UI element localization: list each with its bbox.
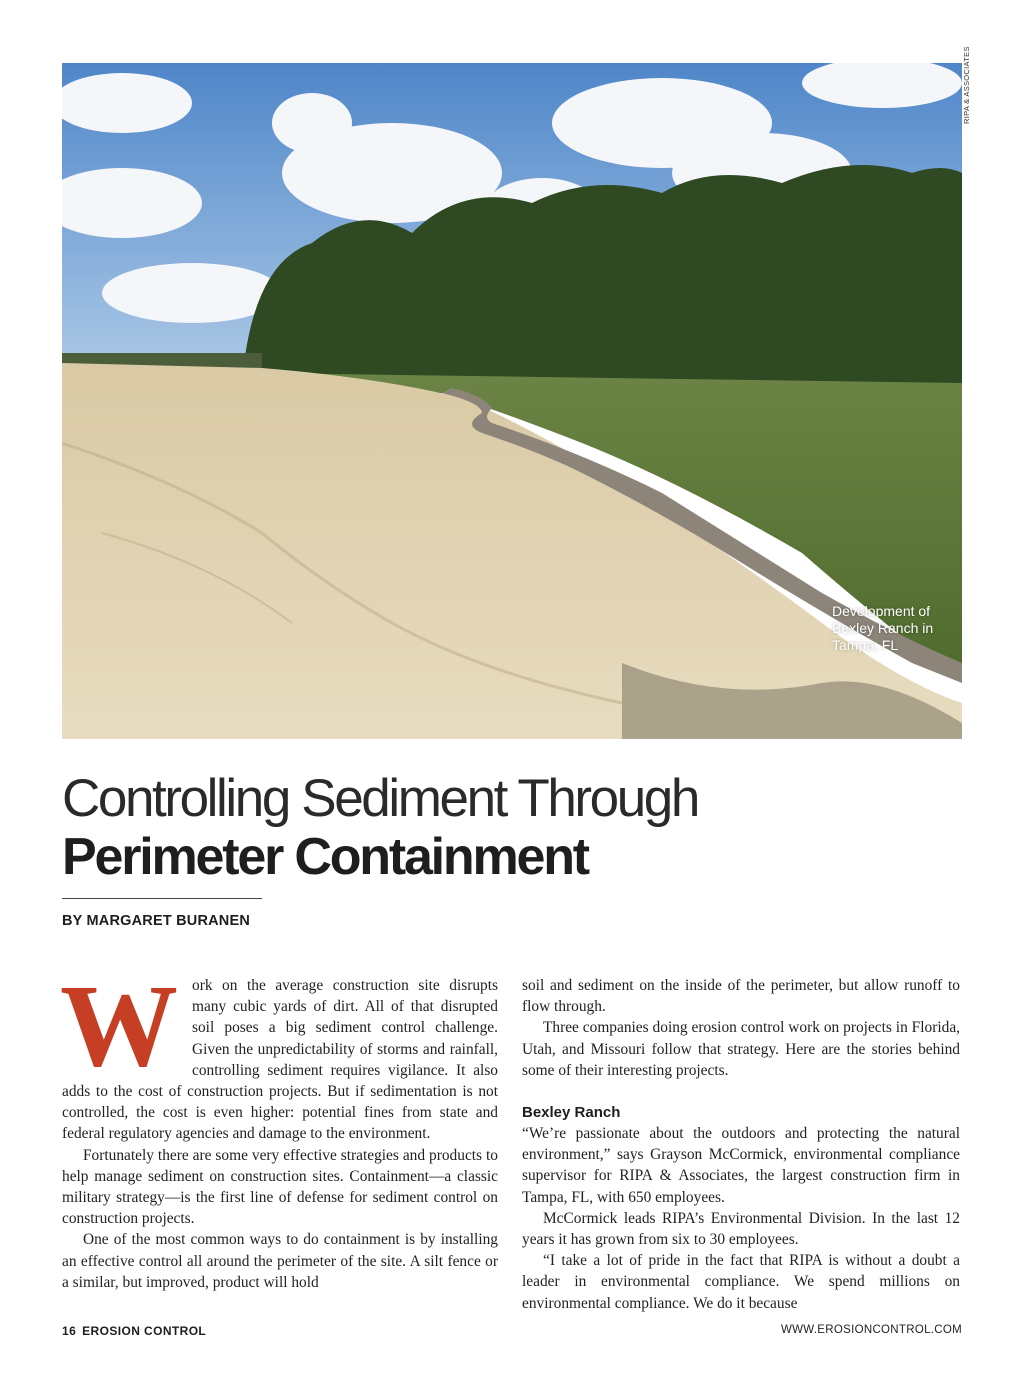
headline-line-2: Perimeter Containment: [62, 828, 588, 886]
headline-line-1: Controlling Sediment Through: [62, 769, 698, 828]
paragraph-intro-text: ork on the average construction site disrupts many cubic yards of dirt. All of that disrupted soil poses a big sediment control challenge. Given the unpredictability of storms and rainfall, controlling sediment requires vigilance. It also adds to the cost of construction projects. But if sedimentation is not controlled, the cost is even higher: potential fines from state and federal regulatory agencies and damage to the environment.: [62, 977, 498, 1143]
paragraph: Fortunately there are some very effective strategies and products to help manage sediment on construction sites. Containment—a classic military strategy—is the first line of defense for sediment control on construction projects.: [62, 1146, 498, 1228]
section-subhead: Bexley Ranch: [522, 1104, 621, 1122]
drop-cap: W: [60, 960, 178, 1091]
footer-folio: [62, 1324, 206, 1338]
headline-rule: [62, 898, 262, 899]
article-column-right: [522, 975, 960, 1314]
paragraph: One of the most common ways to do containment is by installing an effective control all around the perimeter of the site. A silt fence or a similar, but improved, product will hold: [62, 1231, 498, 1291]
paragraph: “We’re passionate about the outdoors and protecting the natural environment,” says Grayson McCormick, environmental compliance supervisor for RIPA & Associates, the largest construction firm in Tampa, FL, with 650 employees.: [522, 1125, 960, 1206]
article-column-left: [60, 960, 498, 1293]
footer-website: WWW.EROSIONCONTROL.COM: [780, 1324, 962, 1336]
headline: [62, 768, 698, 888]
hero-photo: [62, 63, 962, 739]
paragraph-intro: [60, 960, 498, 1145]
paragraph: Three companies doing erosion control work on projects in Florida, Utah, and Missouri follow that strategy. Here are the stories behind some of their interesting projects.: [522, 1019, 960, 1079]
byline: BY MARGARET BURANEN: [62, 913, 251, 929]
page-number: 16: [62, 1324, 77, 1338]
paragraph: soil and sediment on the inside of the perimeter, but allow runoff to flow through.: [522, 977, 960, 1016]
paragraph: McCormick leads RIPA’s Environmental Division. In the last 12 years it has grown from six to 30 employees.: [522, 1209, 960, 1249]
photo-credit: RIPA & ASSOCIATES: [962, 46, 971, 124]
paragraph: “I take a lot of pride in the fact that RIPA is without a doubt a leader in environmental compliance. We spend millions on environmental compliance. We do it because: [522, 1252, 960, 1312]
photo-caption: Development of Bexley Ranch in Tampa, FL: [832, 603, 934, 653]
magazine-name: EROSION CONTROL: [82, 1324, 207, 1338]
